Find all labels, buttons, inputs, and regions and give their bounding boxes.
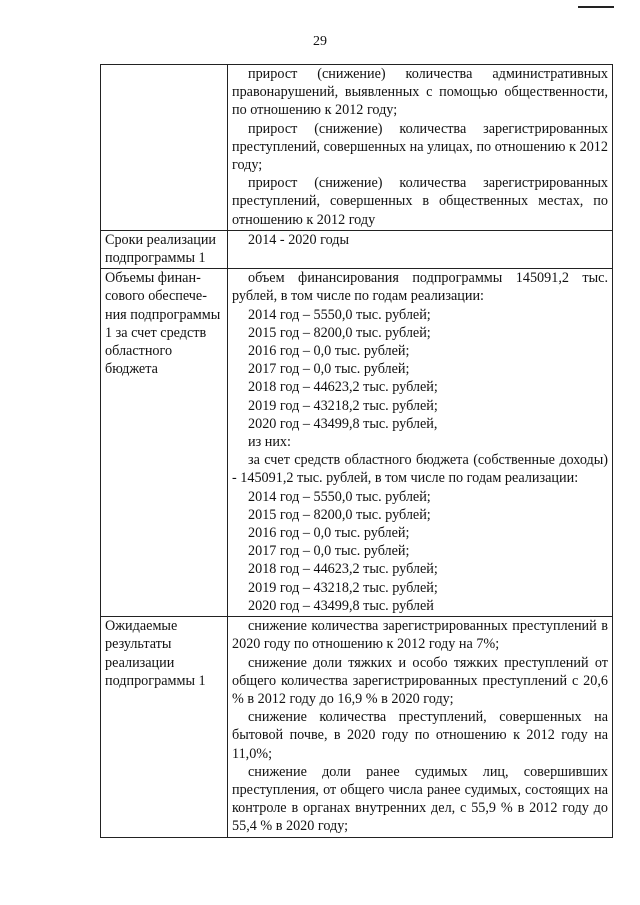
row-label: Ожидаемые результаты реализации подпрограммы 1 [101, 617, 228, 837]
regional-year-line: 2016 год – 0,0 тыс. рублей; [248, 525, 410, 542]
row-label: Сроки реализации подпрограммы 1 [101, 230, 228, 268]
funding-intro: объем финансирования подпрограммы 145091,2 тыс. рублей, в том числе по годам реализации: [232, 270, 608, 305]
row-label [101, 65, 228, 231]
funding-year-line: 2018 год – 44623,2 тыс. рублей; [248, 379, 438, 396]
row-label: Объемы финансового обеспечения подпрограммы 1 за счет средств областного бюджета [101, 269, 228, 617]
page-number: 29 [313, 34, 327, 49]
regional-year-line: 2015 год – 8200,0 тыс. рублей; [248, 506, 431, 523]
indicator-paragraph: прирост (снижение) количества зарегистрированных преступлений, совершенных на улицах, по отношению к 2012 году; [232, 120, 608, 174]
funding-year-line: 2019 год – 43218,2 тыс. рублей; [248, 397, 438, 414]
row-content [228, 230, 613, 268]
funding-year-line: 2020 год – 43499,8 тыс. рублей, [248, 415, 438, 432]
funding-year-line: 2017 год – 0,0 тыс. рублей; [248, 361, 410, 378]
row-content [228, 65, 613, 231]
of-them-line: из них: [248, 434, 291, 451]
regional-year-line: 2014 год – 5550,0 тыс. рублей; [248, 488, 431, 505]
regional-year-line: 2017 год – 0,0 тыс. рублей; [248, 543, 410, 560]
result-paragraph: снижение доли ранее судимых лиц, совершивших преступления, от общего числа ранее судимых, состоящих на контроле в органах внутренних дел, с 55,9 % в 2012 году до 55,4 % в 2020 году; [232, 763, 608, 835]
table-row [101, 617, 613, 837]
indicator-paragraph: прирост (снижение) количества зарегистрированных преступлений, совершенных в общественных местах, по отношению к 2012 году [232, 175, 608, 228]
term-paragraph: 2014 - 2020 годы [248, 231, 350, 248]
result-paragraph: снижение количества преступлений, совершенных на бытовой почве, в 2020 году по отношению к 2012 году на 11,0%; [232, 709, 608, 762]
regional-year-line: 2020 год – 43499,8 тыс. рублей [248, 597, 434, 614]
row-content [228, 269, 613, 617]
result-paragraph: снижение количества зарегистрированных преступлений в 2020 году по отношению к 2012 году на 7%; [232, 618, 608, 653]
table-row [101, 269, 613, 617]
passport-table [100, 64, 613, 838]
table-row [101, 230, 613, 268]
table-row [101, 65, 613, 231]
row-content [228, 617, 613, 837]
scan-corner-mark [578, 6, 614, 8]
indicator-paragraph: прирост (снижение) количества административных правонарушений, выявленных с помощью общественности, по отношению к 2012 году; [232, 66, 608, 119]
funding-year-line: 2015 год – 8200,0 тыс. рублей; [248, 324, 431, 341]
regional-year-line: 2019 год – 43218,2 тыс. рублей; [248, 579, 438, 596]
regional-year-line: 2018 год – 44623,2 тыс. рублей; [248, 561, 438, 578]
regional-funding-paragraph: за счет средств областного бюджета (собственные доходы) - 145091,2 тыс. рублей, в том числе по годам реализации: [232, 452, 608, 487]
result-paragraph: снижение доли тяжких и особо тяжких преступлений от общего количества зарегистрированных преступлений с 20,6 % в 2012 году до 16,9 % в 2020 году; [232, 654, 608, 707]
funding-year-line: 2016 год – 0,0 тыс. рублей; [248, 343, 410, 360]
funding-year-line: 2014 год – 5550,0 тыс. рублей; [248, 306, 431, 323]
